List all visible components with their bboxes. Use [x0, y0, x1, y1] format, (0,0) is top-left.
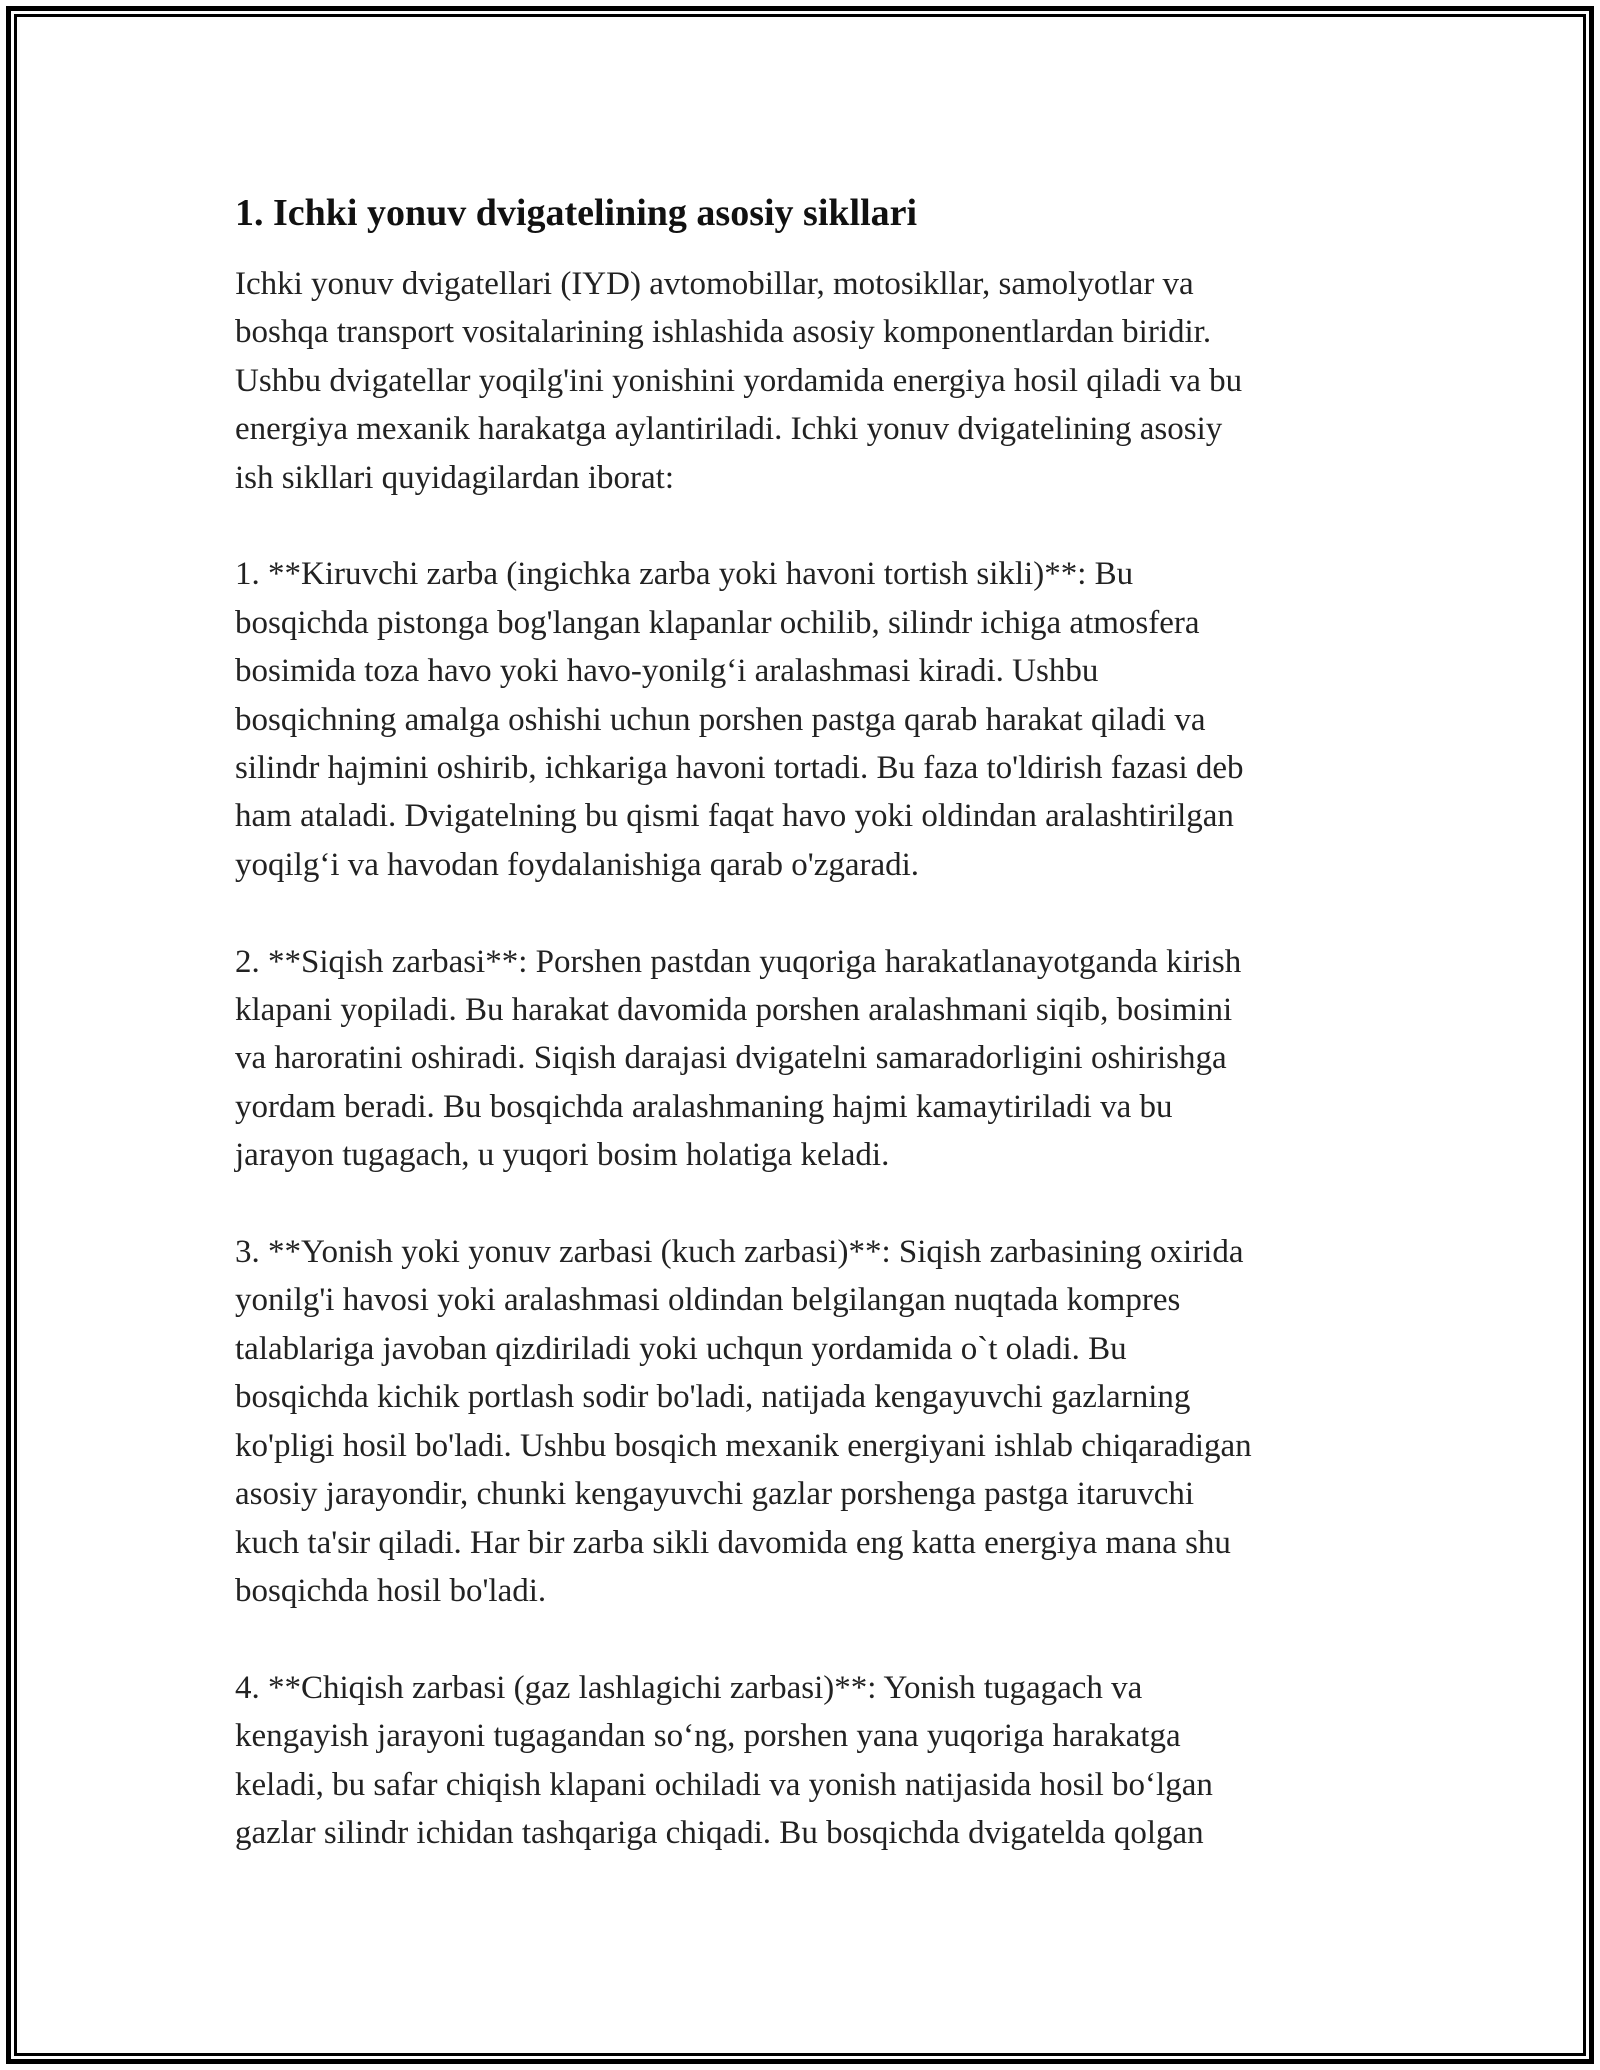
text-line: bosqichda pistonga bog'langan klapanlar ochilib, silindr ichiga atmosfera	[235, 604, 1200, 641]
text-line: va haroratini oshiradi. Siqish darajasi dvigatelni samaradorligini oshirishga	[235, 1040, 1227, 1077]
paragraph	[235, 1664, 1375, 1858]
text-line: asosiy jarayondir, chunki kengayuvchi gazlar porshenga pastga itaruvchi	[235, 1476, 1195, 1513]
text-line: Ushbu dvigatellar yoqilg'ini yonishini yordamida energiya hosil qiladi va bu	[235, 362, 1243, 399]
text-line: ish sikllari quyidagilardan iborat:	[235, 459, 674, 496]
text-line: yordam beradi. Bu bosqichda aralashmaning hajmi kamaytiriladi va bu	[235, 1088, 1173, 1125]
text-line: talablariga javoban qizdiriladi yoki uchqun yordamida o`t oladi. Bu	[235, 1330, 1127, 1367]
text-line: energiya mexanik harakatga aylantiriladi. Ichki yonuv dvigatelining asosiy	[235, 411, 1223, 448]
text-line: Ichki yonuv dvigatellari (IYD) avtomobillar, motosikllar, samolyotlar va	[235, 266, 1194, 302]
text-line: ko'pligi hosil bo'ladi. Ushbu bosqich mexanik energiyani ishlab chiqaradigan	[235, 1427, 1252, 1464]
paragraph	[235, 1228, 1375, 1615]
text-line: bosqichda kichik portlash sodir bo'ladi, natijada kengayuvchi gazlarning	[235, 1379, 1191, 1416]
text-line: yonilg'i havosi yoki aralashmasi oldindan belgilangan nuqtada kompres	[235, 1282, 1181, 1319]
paragraph	[235, 550, 1375, 889]
text-line: 4. **Chiqish zarbasi (gaz lashlagichi zarbasi)**: Yonish tugagach va	[235, 1669, 1143, 1706]
paragraph	[235, 938, 1375, 1180]
text-line: 3. **Yonish yoki yonuv zarbasi (kuch zarbasi)**: Siqish zarbasining oxirida	[235, 1234, 1244, 1271]
document-body	[235, 186, 1375, 1906]
text-line: ham ataladi. Dvigatelning bu qismi faqat havo yoki oldindan aralashtirilgan	[235, 798, 1234, 835]
paragraph	[235, 260, 1375, 502]
text-line: yoqilg‘i va havodan foydalanishiga qarab o'zgaradi.	[235, 846, 920, 883]
text-line: 2. **Siqish zarbasi**: Porshen pastdan yuqoriga harakatlanayotganda kirish	[235, 943, 1242, 980]
text-line: jarayon tugagach, u yuqori bosim holatiga keladi.	[235, 1137, 890, 1174]
text-line: 1. **Kiruvchi zarba (ingichka zarba yoki havoni tortish sikli)**: Bu	[235, 556, 1134, 593]
text-line: boshqa transport vositalarining ishlashida asosiy komponentlardan biridir.	[235, 314, 1212, 351]
text-line: kuch ta'sir qiladi. Har bir zarba sikli davomida eng katta energiya mana shu	[235, 1524, 1231, 1561]
text-line: klapani yopiladi. Bu harakat davomida porshen aralashmani siqib, bosimini	[235, 992, 1233, 1029]
text-line: keladi, bu safar chiqish klapani ochiladi va yonish natijasida hosil bo‘lgan	[235, 1766, 1213, 1803]
text-line: bosqichning amalga oshishi uchun porshen pastga qarab harakat qiladi va	[235, 701, 1206, 738]
text-line: kengayish jarayoni tugagandan so‘ng, porshen yana yuqoriga harakatga	[235, 1718, 1181, 1755]
text-line: bosqichda hosil bo'ladi.	[235, 1572, 547, 1609]
text-line: silindr hajmini oshirib, ichkariga havoni tortadi. Bu faza to'ldirish fazasi deb	[235, 750, 1244, 787]
text-line: bosimida toza havo yoki havo-yonilg‘i aralashmasi kiradi. Ushbu	[235, 653, 1099, 690]
section-heading: 1. Ichki yonuv dvigatelining asosiy sikllari	[235, 192, 918, 234]
paragraph-list	[235, 260, 1375, 1857]
text-line: gazlar silindr ichidan tashqariga chiqadi. Bu bosqichda dvigatelda qolgan	[235, 1814, 1204, 1851]
